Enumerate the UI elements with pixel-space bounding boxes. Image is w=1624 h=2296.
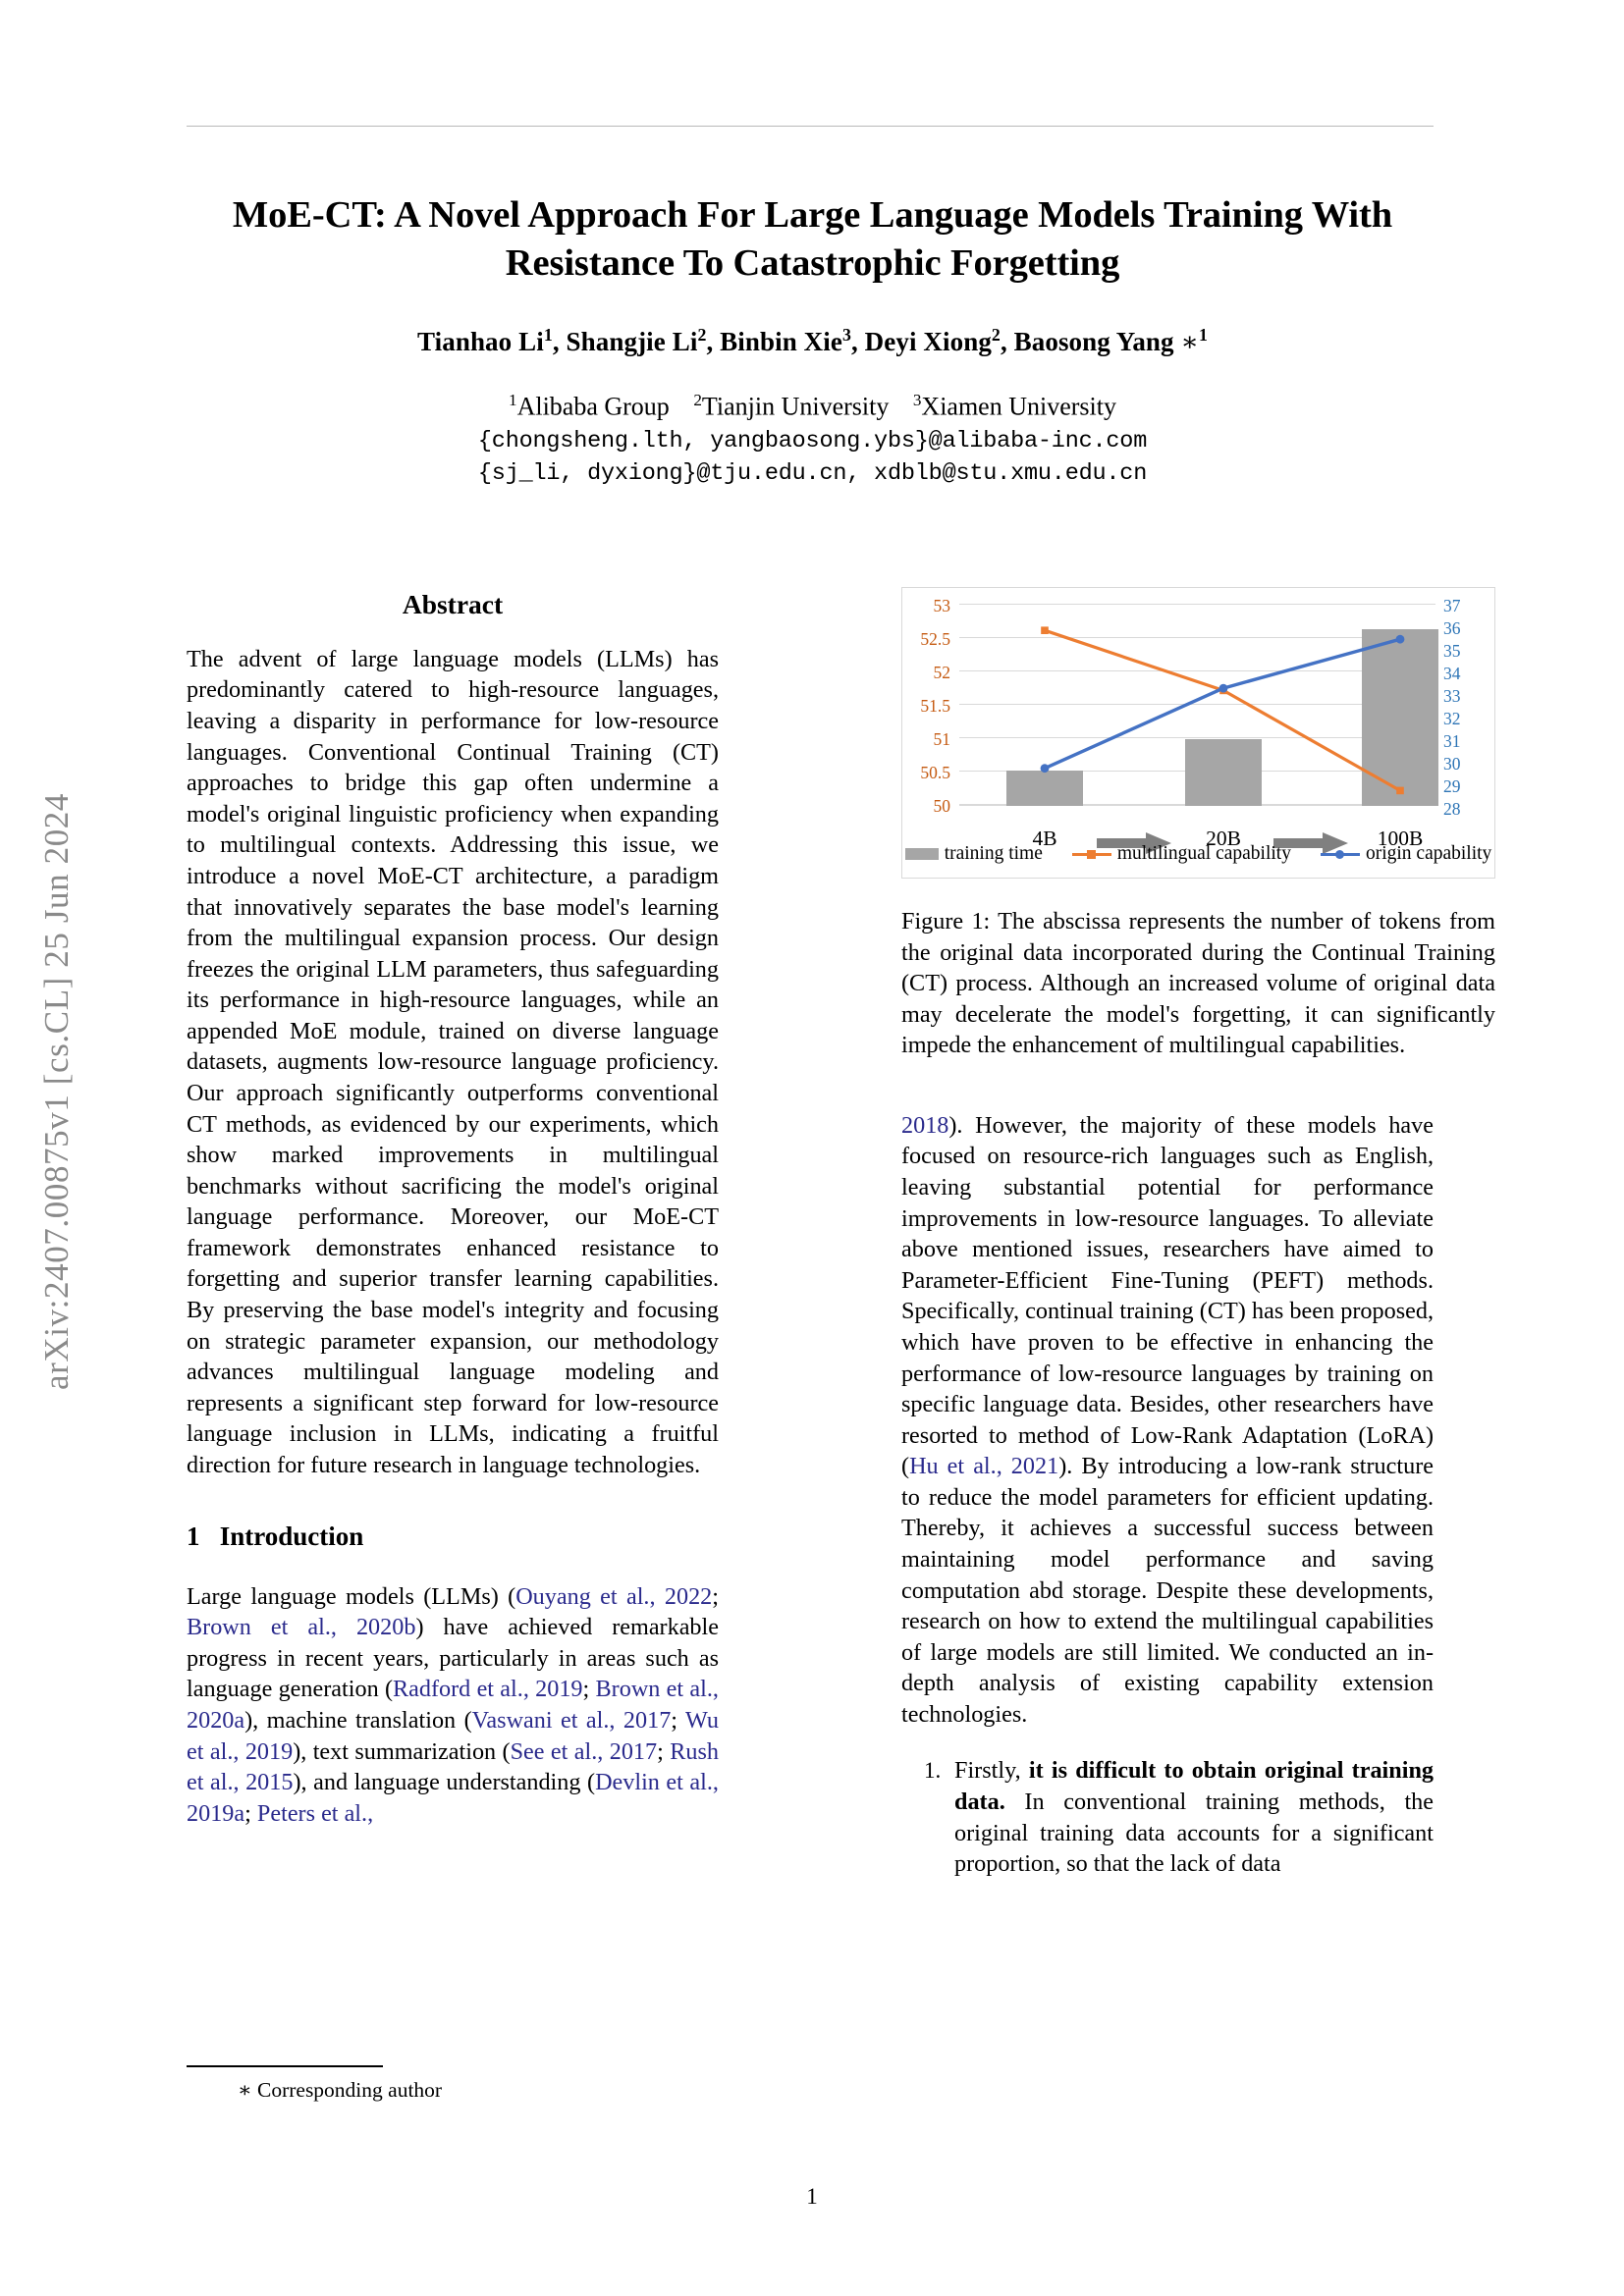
chart-legend xyxy=(902,841,1494,866)
author-4-affil-marker: 2 xyxy=(991,324,1001,345)
arxiv-stamp: arXiv:2407.00875v1 [cs.CL] 25 Jun 2024 xyxy=(37,792,76,1391)
citation-brown-2020a[interactable]: Brown et al., 2020a xyxy=(187,1676,719,1735)
x-tick-100B: 100B xyxy=(1377,827,1424,850)
intro-seg-2: ; xyxy=(712,1582,719,1610)
affil-marker-1: 1 xyxy=(508,390,517,409)
introduction-heading-wrap xyxy=(187,1520,719,1554)
affiliation-3: Xiamen University xyxy=(921,392,1116,421)
legend-label-training-time: training time xyxy=(944,843,1043,864)
y-left-tick-50: 50 xyxy=(933,796,950,816)
email-line-1: {chongsheng.lth, yangbaosong.ybs}@alibaba-inc.com xyxy=(477,428,1148,455)
y-right-tick-32: 32 xyxy=(1443,709,1461,728)
legend-item-origin-capability xyxy=(1321,841,1491,866)
citation-peters-2018-cont[interactable]: 2018 xyxy=(901,1111,949,1139)
citation-ouyang-2022[interactable]: Ouyang et al., 2022 xyxy=(515,1582,713,1610)
list-item-1-prefix: Firstly, xyxy=(954,1757,1029,1785)
y-left-tick-51: 51 xyxy=(933,729,950,749)
chart-lines xyxy=(959,602,1437,806)
intro-seg-6: ; xyxy=(671,1707,686,1735)
marker-multilingual-100B xyxy=(1396,787,1404,795)
right-column-paragraph-1 xyxy=(901,1110,1434,1731)
author-5: Baosong Yang xyxy=(1013,326,1174,356)
author-2-affil-marker: 2 xyxy=(697,324,707,345)
author-list: Tianhao Li$^1$, Shangjie Li$^2$, Binbin Xie$^3$, Deyi Xiong$^2$, Baosong Yang ∗$^1$ xyxy=(417,324,1208,356)
citation-rush-2015[interactable]: Rush et al., 2015 xyxy=(187,1737,719,1796)
y-right-tick-30: 30 xyxy=(1443,754,1461,774)
citation-hu-2021[interactable]: Hu et al., 2021 xyxy=(909,1453,1059,1480)
y-left-tick-52: 52 xyxy=(933,663,950,682)
intro-seg-1: Large language models (LLMs) ( xyxy=(187,1582,516,1610)
x-tick-20B: 20B xyxy=(1206,827,1241,850)
marker-multilingual-4B xyxy=(1041,626,1049,634)
y-right-tick-37: 37 xyxy=(1443,596,1461,615)
y-right-tick-28: 28 xyxy=(1443,799,1461,819)
list-item-1-rest: In conventional training methods, the original training data accounts for a significant proportion, so that the lack of data xyxy=(954,1789,1434,1878)
legend-item-training-time xyxy=(905,841,1043,866)
affil-marker-2: 2 xyxy=(693,390,702,409)
x-tick-4B: 4B xyxy=(1032,827,1057,850)
footnote-rule xyxy=(187,2065,383,2067)
intro-seg-5: ), machine translation ( xyxy=(244,1707,472,1735)
marker-origin-20B xyxy=(1219,684,1228,693)
intro-seg-8: ; xyxy=(657,1737,671,1765)
legend-item-multilingual-capability xyxy=(1072,841,1291,866)
figure-caption: Figure 1: The abscissa represents the number of tokens from the original data incorporated during the Continual Training (CT) process. Although an increased volume of original data may decelerate the model's forgetting, it can significantly impede the enhancement of multilingual capabilities. xyxy=(901,908,1495,1059)
y-left-tick-50_5: 50.5 xyxy=(920,763,950,782)
author-2: Shangjie Li xyxy=(566,326,698,356)
author-4: Deyi Xiong xyxy=(864,326,992,356)
legend-label-multilingual-capability: multilingual capability xyxy=(1116,843,1291,864)
legend-label-origin-capability: origin capability xyxy=(1365,843,1492,864)
email-line-2: {sj_li, dyxiong}@tju.edu.cn, xdblb@stu.xmu.edu.cn xyxy=(477,460,1148,488)
citation-brown-2020b[interactable]: Brown et al., 2020b xyxy=(187,1614,416,1641)
introduction-paragraph-1 xyxy=(187,1581,719,1830)
page-title: MoE-CT: A Novel Approach For Large Language Models Training With Resistance To Catastrophic Forgetting xyxy=(232,194,1393,285)
y-right-tick-36: 36 xyxy=(1443,618,1461,638)
affiliation-block xyxy=(187,389,1438,491)
footnote-text: ∗ Corresponding author xyxy=(238,2077,443,2102)
marker-origin-100B xyxy=(1396,635,1405,644)
left-column xyxy=(187,587,719,1829)
footnote-block xyxy=(187,2065,719,2103)
figure-1 xyxy=(901,587,1495,1061)
y-left-tick-52_5: 52.5 xyxy=(920,629,950,649)
citation-vaswani-2017[interactable]: Vaswani et al., 2017 xyxy=(471,1707,672,1735)
affiliation-line xyxy=(187,389,1438,426)
list-item-1-bold: it is difficult to obtain original training data. xyxy=(954,1757,1434,1816)
intro-seg-10: ; xyxy=(244,1799,257,1827)
y-left-tick-53: 53 xyxy=(933,596,950,615)
section-number: 1 xyxy=(187,1522,200,1552)
plot-area xyxy=(959,602,1435,850)
section-heading-introduction xyxy=(187,1520,719,1554)
affil-marker-3: 3 xyxy=(912,390,922,409)
citation-radford-2019[interactable]: Radford et al., 2019 xyxy=(393,1676,583,1703)
citation-peters-2018[interactable]: Peters et al., xyxy=(256,1799,374,1827)
legend-line-swatch-icon xyxy=(1072,847,1111,861)
marker-origin-4B xyxy=(1041,764,1050,773)
page-number: 1 xyxy=(806,2184,818,2209)
y-right-tick-34: 34 xyxy=(1443,664,1461,683)
legend-bar-swatch-icon xyxy=(905,848,939,860)
intro-seg-3: ) have achieved remarkable progress in recent years, particularly in areas such as language generation ( xyxy=(187,1614,719,1703)
abstract-heading: Abstract xyxy=(402,589,504,619)
y-right-tick-29: 29 xyxy=(1443,776,1461,796)
right-col-seg-2: ). By introducing a low-rank structure to reduce the model parameters for efficient updating. Thereby, it achieves a successful success between maintaining model performance and saving computation abd storage. Despite these developments, research on how to extend the multilingual capabilities of large models are still limited. We conducted an in-depth analysis of existing capability extension technologies. xyxy=(901,1453,1434,1728)
y-right-tick-35: 35 xyxy=(1443,641,1461,661)
title-block xyxy=(187,191,1438,491)
affiliation-2: Tianjin University xyxy=(701,392,890,421)
author-3: Binbin Xie xyxy=(720,326,842,356)
line-origin-capability xyxy=(1045,639,1400,769)
citation-wu-2019[interactable]: Wu et al., 2019 xyxy=(187,1707,719,1765)
legend-line-swatch-icon xyxy=(1321,847,1360,861)
header-rule xyxy=(187,126,1434,127)
author-3-affil-marker: 3 xyxy=(841,324,851,345)
affiliation-1: Alibaba Group xyxy=(516,392,670,421)
intro-seg-9: ), and language understanding ( xyxy=(293,1769,596,1796)
corresponding-author-marker: ∗ xyxy=(1180,326,1199,356)
author-1: Tianhao Li xyxy=(417,326,544,356)
y-left-tick-51_5: 51.5 xyxy=(920,696,950,716)
intro-seg-7: ), text summarization ( xyxy=(293,1737,511,1765)
y-right-tick-31: 31 xyxy=(1443,731,1461,751)
right-col-seg-1: ). However, the majority of these models have focused on resource-rich languages such as English, leaving substantial potential for performance improvements in low-resource languages. To alleviate above mentioned issues, researchers have aimed to Parameter-Efficient Fine-Tuning (PEFT) methods. Specifically, continual training (CT) has been proposed, which have proven to be effective in enhancing the performance of low-resource languages by training on specific language data. Besides, other researchers have resorted to method of Low-Rank Adaptation (LoRA) ( xyxy=(901,1111,1434,1480)
enumerated-list xyxy=(901,1755,1434,1879)
section-title: Introduction xyxy=(219,1522,364,1552)
chart-training-tradeoff xyxy=(901,587,1495,879)
citation-devlin-2019a[interactable]: Devlin et al., 2019a xyxy=(187,1769,719,1827)
citation-see-2017[interactable]: See et al., 2017 xyxy=(510,1737,658,1765)
right-column xyxy=(901,587,1495,1880)
y-right-tick-33: 33 xyxy=(1443,686,1461,706)
abstract-text: The advent of large language models (LLMs) has predominantly catered to high-resource languages, leaving a disparity in performance for low-resource languages. Conventional Continual Training (CT) approaches to bridge this gap often undermine a model's original linguistic proficiency when expanding to multilingual contexts. Addressing this issue, we introduce a novel MoE-CT architecture, a paradigm that innovatively separates the base model's learning from the multilingual expansion process. Our design freezes the original LLM parameters, thus safeguarding its performance in high-resource languages, while an appended MoE module, trained on diverse language datasets, augments low-resource language proficiency. Our approach significantly outperforms conventional CT methods, as evidenced by our experiments, which show marked improvements in multilingual benchmarks without sacrificing the model's original language performance. Moreover, our MoE-CT framework demonstrates enhanced resistance to forgetting and superior transfer learning capabilities. By preserving the base model's integrity and focusing on strategic parameter expansion, our methodology advances multilingual language modeling and represents a significant step forward for low-resource language inclusion in LLMs, indicating a fruitful direction for future research in language technologies. xyxy=(187,645,719,1478)
author-5-affil-marker: 1 xyxy=(1198,324,1208,345)
author-1-affil-marker: 1 xyxy=(543,324,553,345)
list-item xyxy=(947,1755,1434,1879)
intro-seg-4: ; xyxy=(582,1676,596,1703)
